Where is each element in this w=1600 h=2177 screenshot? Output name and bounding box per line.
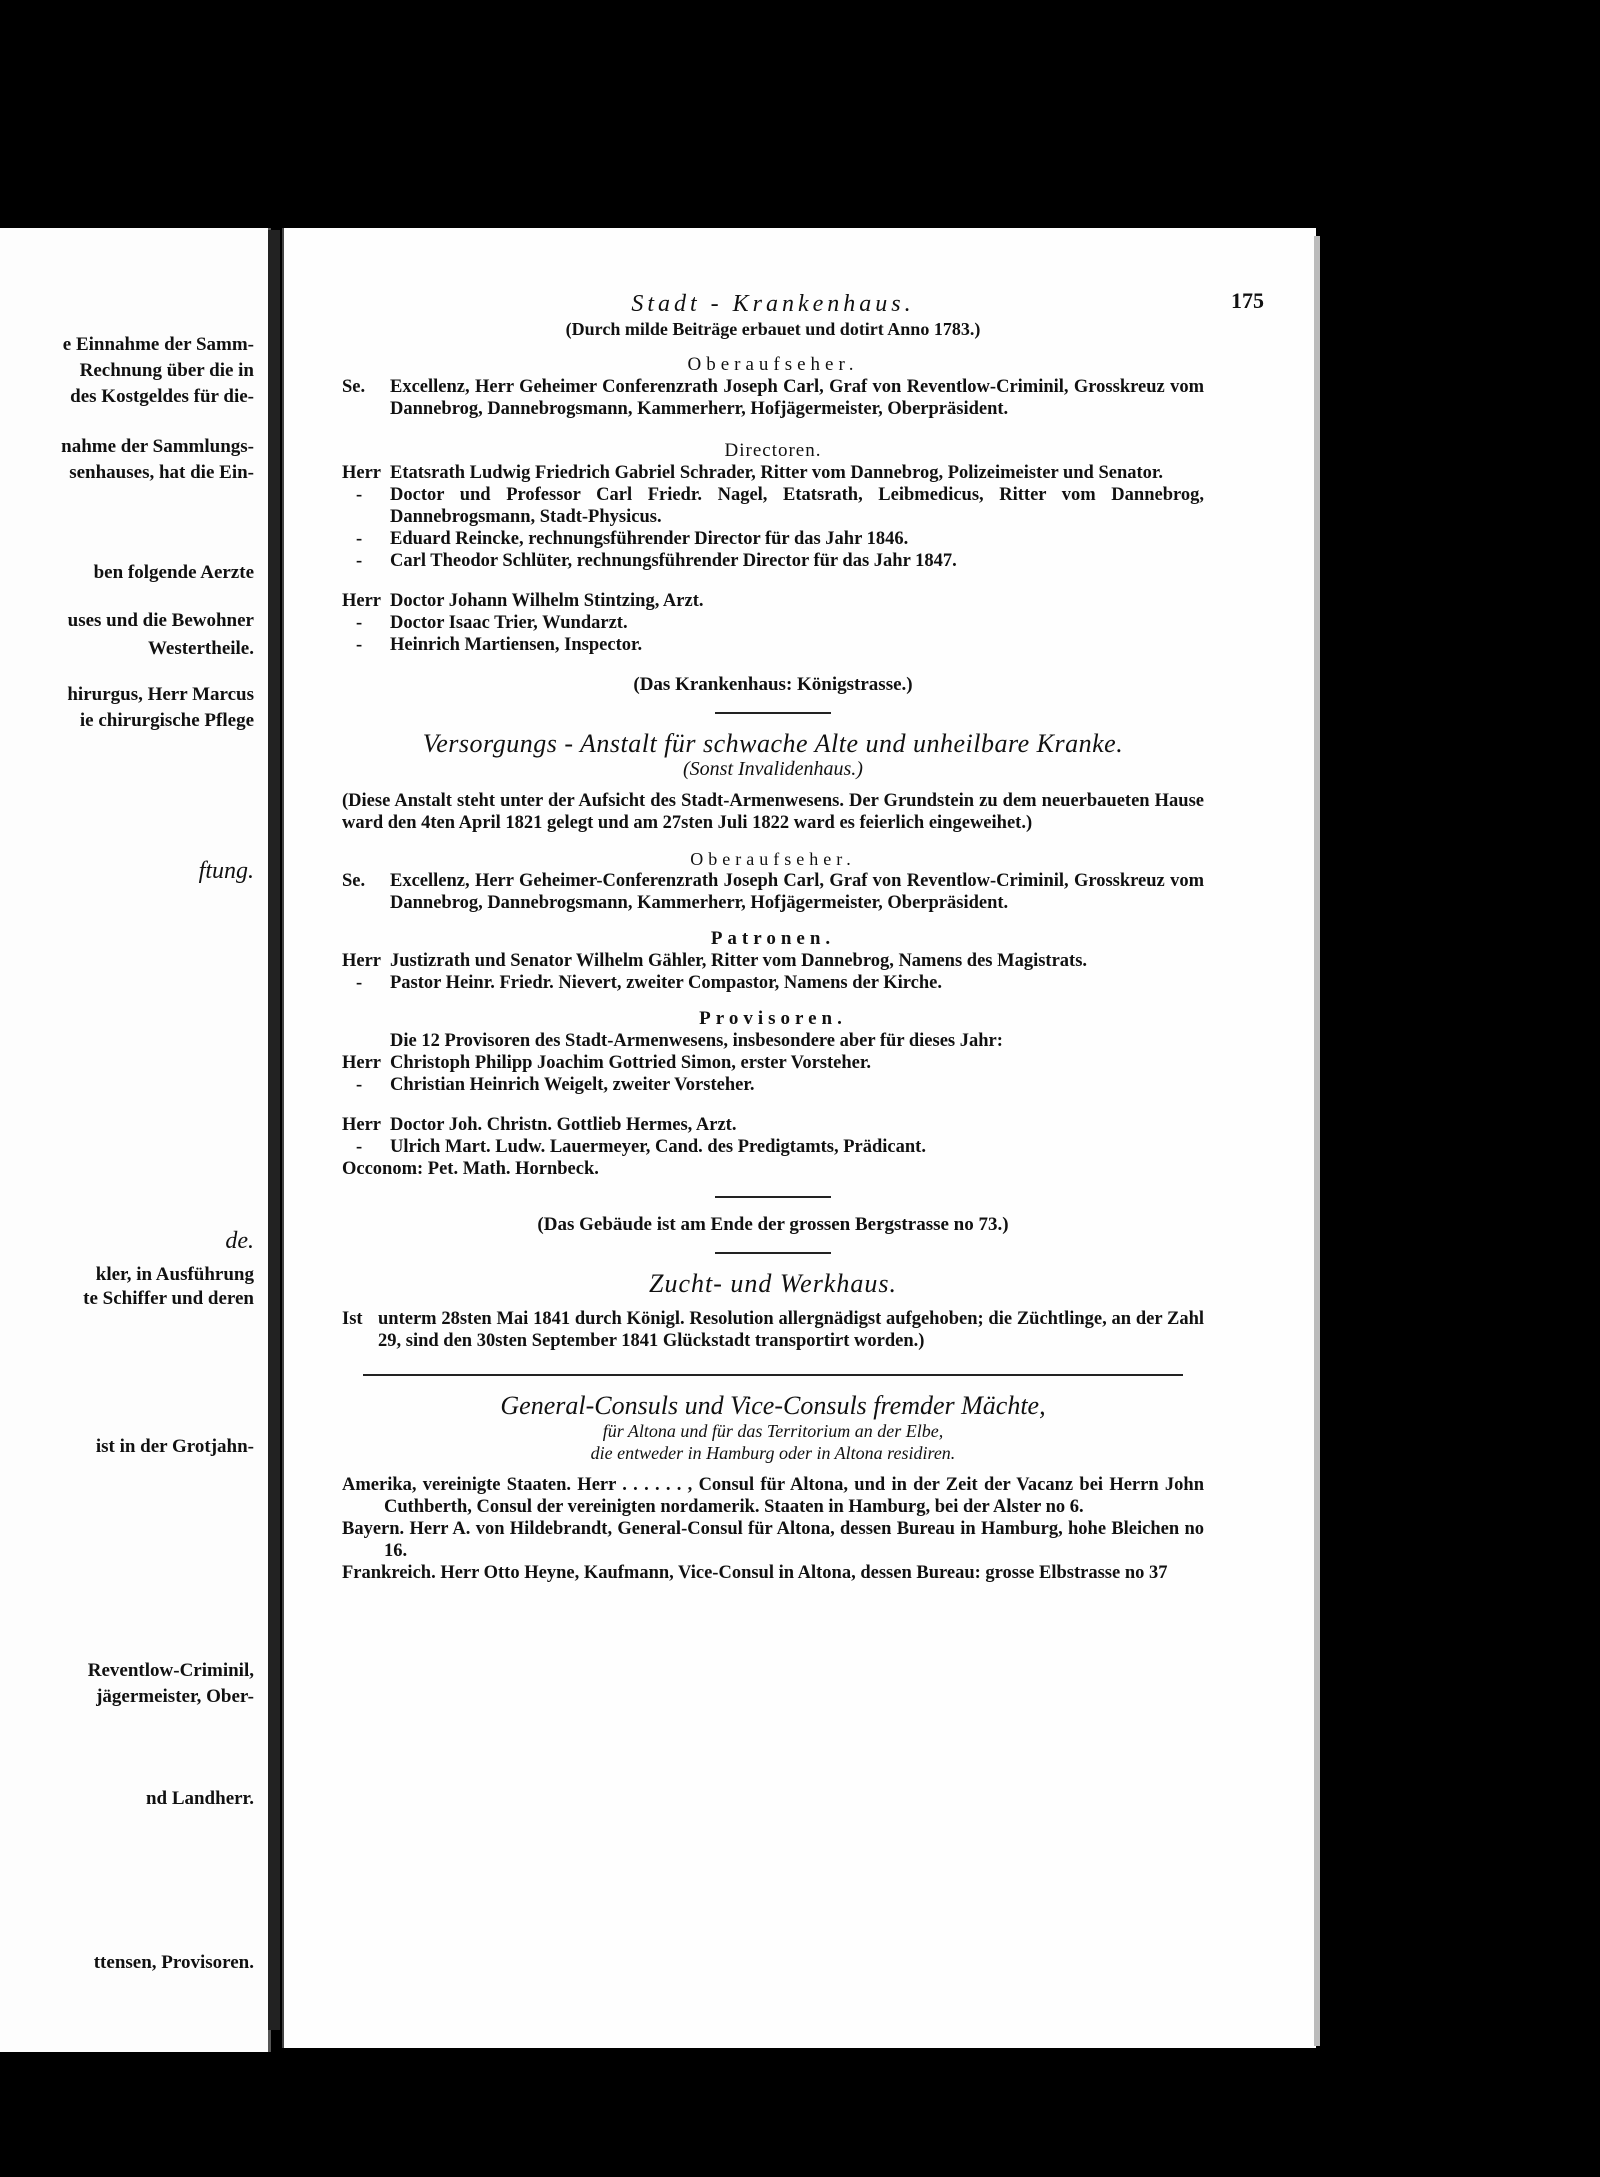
consul-entry: Amerika, vereinigte Staaten. Herr . . . . . . , Consul für Altona, und in der Zeit der Vacanz bei Herrn John Cuthberth, Consul der vereinigten nordamerik. Staaten in Hamburg, bei der Alster no 6. xyxy=(342,1474,1204,1517)
section-title-consuls: General-Consuls und Vice-Consuls fremder Mächte, xyxy=(500,1390,1046,1420)
entry-row xyxy=(342,612,1204,634)
entry-text: Justizrath und Senator Wilhelm Gähler, Ritter vom Dannebrog, Namens des Magistrats. xyxy=(390,951,1088,971)
left-page-line: te Schiffer und deren xyxy=(83,1288,254,1309)
occonom: Occonom: Pet. Math. Hornbeck. xyxy=(342,1159,599,1179)
address-note: (Das Gebäude ist am Ende der grossen Bergstrasse no 73.) xyxy=(537,1214,1009,1235)
entry-row xyxy=(342,550,1204,572)
entry-text: Carl Theodor Schlüter, rechnungsführender Director für das Jahr 1847. xyxy=(390,551,957,571)
page-edge xyxy=(1314,236,1320,2046)
heading-provisoren: Provisoren. xyxy=(699,1008,847,1029)
entry-tag: - xyxy=(356,485,363,505)
consul-entry: Frankreich. Herr Otto Heyne, Kaufmann, Vice-Consul in Altona, dessen Bureau: grosse Elbstrasse no 37 xyxy=(342,1562,1168,1583)
heading-oberaufseher: Oberaufseher. xyxy=(687,354,859,375)
left-page-line: senhauses, hat die Ein- xyxy=(69,462,254,483)
staff-list xyxy=(342,590,1204,656)
divider xyxy=(715,712,831,714)
entry-text: Christian Heinrich Weigelt, zweiter Vorsteher. xyxy=(390,1075,755,1095)
divider xyxy=(715,1252,831,1254)
entry-text: Excellenz, Herr Geheimer-Conferenzrath Joseph Carl, Graf von Reventlow-Criminil, Grosskreuz vom Dannebrog, Dannebrogsmann, Kammerherr, Hofjägermeister, Oberpräsident. xyxy=(390,871,1204,913)
directoren-list xyxy=(342,462,1204,572)
left-page-line: de. xyxy=(225,1228,254,1254)
entry-row xyxy=(342,590,1204,612)
section-subtitle: die entweder in Hamburg oder in Altona residiren. xyxy=(590,1442,956,1463)
entry-text: Etatsrath Ludwig Friedrich Gabriel Schrader, Ritter vom Dannebrog, Polizeimeister und Senator. xyxy=(390,463,1164,483)
left-page-line: ttensen, Provisoren. xyxy=(93,1952,254,1973)
left-page-line: nahme der Sammlungs- xyxy=(61,436,254,457)
entry-tag: - xyxy=(356,635,363,655)
entry-row xyxy=(342,528,1204,550)
consul-entry: Bayern. Herr A. von Hildebrandt, General-Consul für Altona, dessen Bureau in Hamburg, hohe Bleichen no 16. xyxy=(342,1518,1204,1561)
left-page-line: ftung. xyxy=(198,858,254,884)
left-page-line: e Einnahme der Samm- xyxy=(62,334,254,355)
entry-oberaufseher xyxy=(342,376,1204,420)
entry-row xyxy=(342,972,1204,994)
entry-text: Eduard Reincke, rechnungsführender Director für das Jahr 1846. xyxy=(390,529,909,549)
left-page-line: ist in der Grotjahn- xyxy=(95,1436,254,1457)
entry-row xyxy=(342,484,1204,528)
section-title-versorgung: Versorgungs - Anstalt für schwache Alte und unheilbare Kranke. xyxy=(422,729,1124,758)
entry-text: Doctor Joh. Christn. Gottlieb Hermes, Arzt. xyxy=(390,1115,737,1135)
left-page-line: kler, in Ausführung xyxy=(95,1264,254,1285)
entry-tag: Se. xyxy=(342,871,366,891)
left-page-line: uses und die Bewohner xyxy=(67,610,254,631)
entry-tag: Se. xyxy=(342,377,366,397)
entry-row xyxy=(342,1136,1204,1158)
entry-text: Doctor Johann Wilhelm Stintzing, Arzt. xyxy=(390,591,704,611)
entry-text: Doctor und Professor Carl Friedr. Nagel, Etatsrath, Leibmedicus, Ritter vom Dannebrog, Dannebrogsmann, Stadt-Physicus. xyxy=(390,485,1204,527)
patronen-list xyxy=(342,950,1204,994)
page-content xyxy=(342,290,1204,1584)
entry-row xyxy=(342,1114,1204,1136)
entry-tag: - xyxy=(356,973,363,993)
left-page-line: ie chirurgische Pflege xyxy=(79,710,254,731)
entry-tag: - xyxy=(356,613,363,633)
left-page-line: jägermeister, Ober- xyxy=(96,1686,254,1707)
left-page-line: ben folgende Aerzte xyxy=(93,562,254,583)
entry-text: Doctor Isaac Trier, Wundarzt. xyxy=(390,613,628,633)
entry-text: Pastor Heinr. Friedr. Nievert, zweiter Compastor, Namens der Kirche. xyxy=(390,973,942,993)
entry-tag: Herr xyxy=(342,591,382,611)
entry-row xyxy=(342,1074,1204,1096)
section-subtitle: für Altona und für das Territorium an der Elbe, xyxy=(602,1420,944,1441)
divider xyxy=(715,1196,831,1198)
entry-tag: Ist xyxy=(342,1309,363,1329)
staff-list xyxy=(342,1114,1204,1158)
entry-row xyxy=(342,634,1204,656)
entry-tag: Herr xyxy=(342,1053,382,1073)
entry-row xyxy=(342,462,1204,484)
section-subtitle: (Durch milde Beiträge erbauet und dotirt Anno 1783.) xyxy=(565,319,981,339)
entry-oberaufseher xyxy=(342,870,1204,914)
entry-text: Excellenz, Herr Geheimer Conferenzrath Joseph Carl, Graf von Reventlow-Criminil, Grosskreuz vom Dannebrog, Dannebrogsmann, Kammerherr, Hofjägermeister, Oberpräsident. xyxy=(390,377,1204,419)
entry-zuchthaus xyxy=(342,1308,1204,1352)
section-subtitle: (Sonst Invalidenhaus.) xyxy=(683,758,863,780)
right-page xyxy=(282,228,1316,2048)
left-page-line: hirurgus, Herr Marcus xyxy=(67,684,254,705)
entry-tag: Herr xyxy=(342,951,382,971)
page-number: 175 xyxy=(1231,288,1264,313)
section-title-krankenhaus: Stadt - Krankenhaus. xyxy=(631,291,915,317)
consul-list xyxy=(342,1474,1204,1584)
heading-oberaufseher: Oberaufseher. xyxy=(690,849,856,869)
left-page-line: des Kostgeldes für die- xyxy=(70,386,254,407)
left-page-line: Westertheile. xyxy=(147,638,254,659)
divider-long xyxy=(363,1374,1183,1376)
entry-tag: - xyxy=(356,529,363,549)
entry-text: Heinrich Martiensen, Inspector. xyxy=(390,635,643,655)
left-page-line: nd Landherr. xyxy=(145,1788,254,1809)
left-page xyxy=(0,228,271,2052)
entry-text: Ulrich Mart. Ludw. Lauermeyer, Cand. des Predigtamts, Prädicant. xyxy=(390,1137,926,1157)
section-title-zuchthaus: Zucht- und Werkhaus. xyxy=(649,1269,897,1298)
address-note: (Das Krankenhaus: Königstrasse.) xyxy=(633,674,913,695)
foundation-note: (Diese Anstalt steht unter der Aufsicht des Stadt-Armenwesens. Der Grundstein zu dem neuerbaueten Hause ward den 4ten April 1821 gelegt und am 27sten Juli 1822 ward es feierlich eingeweihet.) xyxy=(342,791,1204,833)
heading-patronen: Patronen. xyxy=(710,928,836,949)
provisoren-list xyxy=(342,1052,1204,1096)
left-page-line: Reventlow-Criminil, xyxy=(87,1660,254,1681)
book-gutter xyxy=(268,230,280,2030)
provisoren-intro: Die 12 Provisoren des Stadt-Armenwesens, insbesondere aber für dieses Jahr: xyxy=(390,1031,1003,1051)
entry-tag: - xyxy=(356,1075,363,1095)
entry-text: unterm 28sten Mai 1841 durch Königl. Resolution allergnädigst aufgehoben; die Züchtlinge, an der Zahl 29, sind den 30sten September 1841 Glückstadt transportirt worden.) xyxy=(378,1309,1204,1351)
left-page-line: Rechnung über die in xyxy=(79,360,254,381)
entry-tag: Herr xyxy=(342,1115,382,1135)
entry-text: Christoph Philipp Joachim Gottried Simon, erster Vorsteher. xyxy=(390,1053,872,1073)
entry-tag: - xyxy=(356,551,363,571)
entry-tag: - xyxy=(356,1137,363,1157)
entry-row xyxy=(342,950,1204,972)
heading-directoren: Directoren. xyxy=(724,440,822,461)
entry-row xyxy=(342,1052,1204,1074)
entry-tag: Herr xyxy=(342,463,382,483)
